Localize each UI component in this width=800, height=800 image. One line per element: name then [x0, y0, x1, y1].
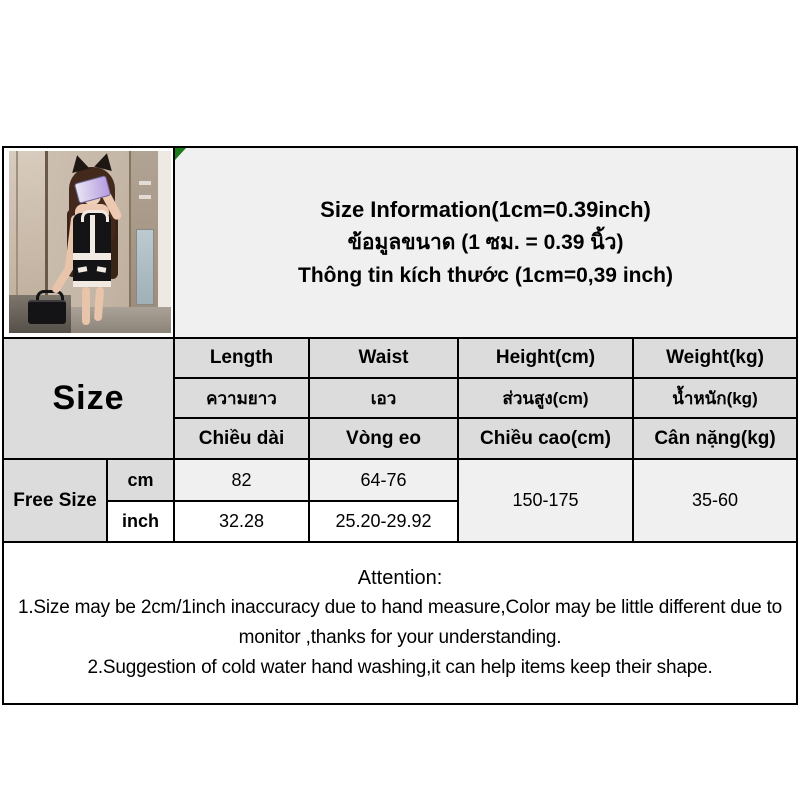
waist-cm-value: 64-76	[309, 459, 458, 501]
col-header-weight-en: Weight(kg)	[633, 338, 797, 378]
waist-inch-value: 25.20-29.92	[309, 501, 458, 542]
size-table	[2, 146, 798, 705]
unit-inch-cell: inch	[107, 501, 174, 542]
attention-heading: Attention:	[357, 567, 443, 589]
col-header-height-vi: Chiều cao(cm)	[458, 418, 633, 459]
dress-neck-trim	[81, 210, 109, 222]
model-forearm	[51, 261, 76, 294]
length-inch-value: 32.28	[174, 501, 309, 542]
handbag	[28, 300, 66, 324]
col-header-length-th: ความยาว	[174, 378, 309, 418]
col-header-waist-th: เอว	[309, 378, 458, 418]
col-header-height-th: ส่วนสูง(cm)	[458, 378, 633, 418]
title-english: Size Information(1cm=0.39inch)	[320, 197, 651, 222]
size-name-cell: Free Size	[3, 459, 107, 542]
col-header-weight-th: น้ำหนัก(kg)	[633, 378, 797, 418]
weight-value: 35-60	[633, 459, 797, 542]
dress-waist-band	[73, 253, 111, 260]
photo-door-panel	[136, 229, 154, 305]
attention-note-2: 2.Suggestion of cold water hand washing,it can help items keep their shape.	[87, 657, 713, 678]
photo-vent-slat	[139, 181, 151, 185]
title-vietnamese: Thông tin kích thước (1cm=0,39 inch)	[298, 264, 673, 287]
length-cm-value: 82	[174, 459, 309, 501]
col-header-length-vi: Chiều dài	[174, 418, 309, 459]
title-cell	[174, 147, 797, 338]
attention-note-1: 1.Size may be 2cm/1inch inaccuracy due to hand measure,Color may be little different due to monitor ,thanks for your understanding.	[17, 597, 783, 648]
photo-doorframe-right	[158, 151, 171, 311]
photo-door-left	[9, 151, 48, 309]
green-corner-triangle-icon	[175, 148, 186, 160]
col-header-waist-en: Waist	[309, 338, 458, 378]
photo-vent-slat	[139, 195, 151, 199]
col-header-length-en: Length	[174, 338, 309, 378]
title-thai: ข้อมูลขนาด (1 ซม. = 0.39 นิ้ว)	[347, 231, 624, 254]
col-header-height-en: Height(cm)	[458, 338, 633, 378]
unit-cm-cell: cm	[107, 459, 174, 501]
model-leg	[82, 287, 90, 325]
col-header-waist-vi: Vòng eo	[309, 418, 458, 459]
height-value: 150-175	[458, 459, 633, 542]
photo-door-line	[16, 151, 18, 309]
dress-center-stripe	[90, 215, 95, 257]
product-photo-cell	[3, 147, 174, 338]
size-header-cell: Size	[3, 338, 174, 459]
attention-section	[3, 542, 797, 704]
col-header-weight-vi: Cân nặng(kg)	[633, 418, 797, 459]
dress-hem-trim	[73, 281, 111, 287]
product-photo	[9, 151, 171, 333]
